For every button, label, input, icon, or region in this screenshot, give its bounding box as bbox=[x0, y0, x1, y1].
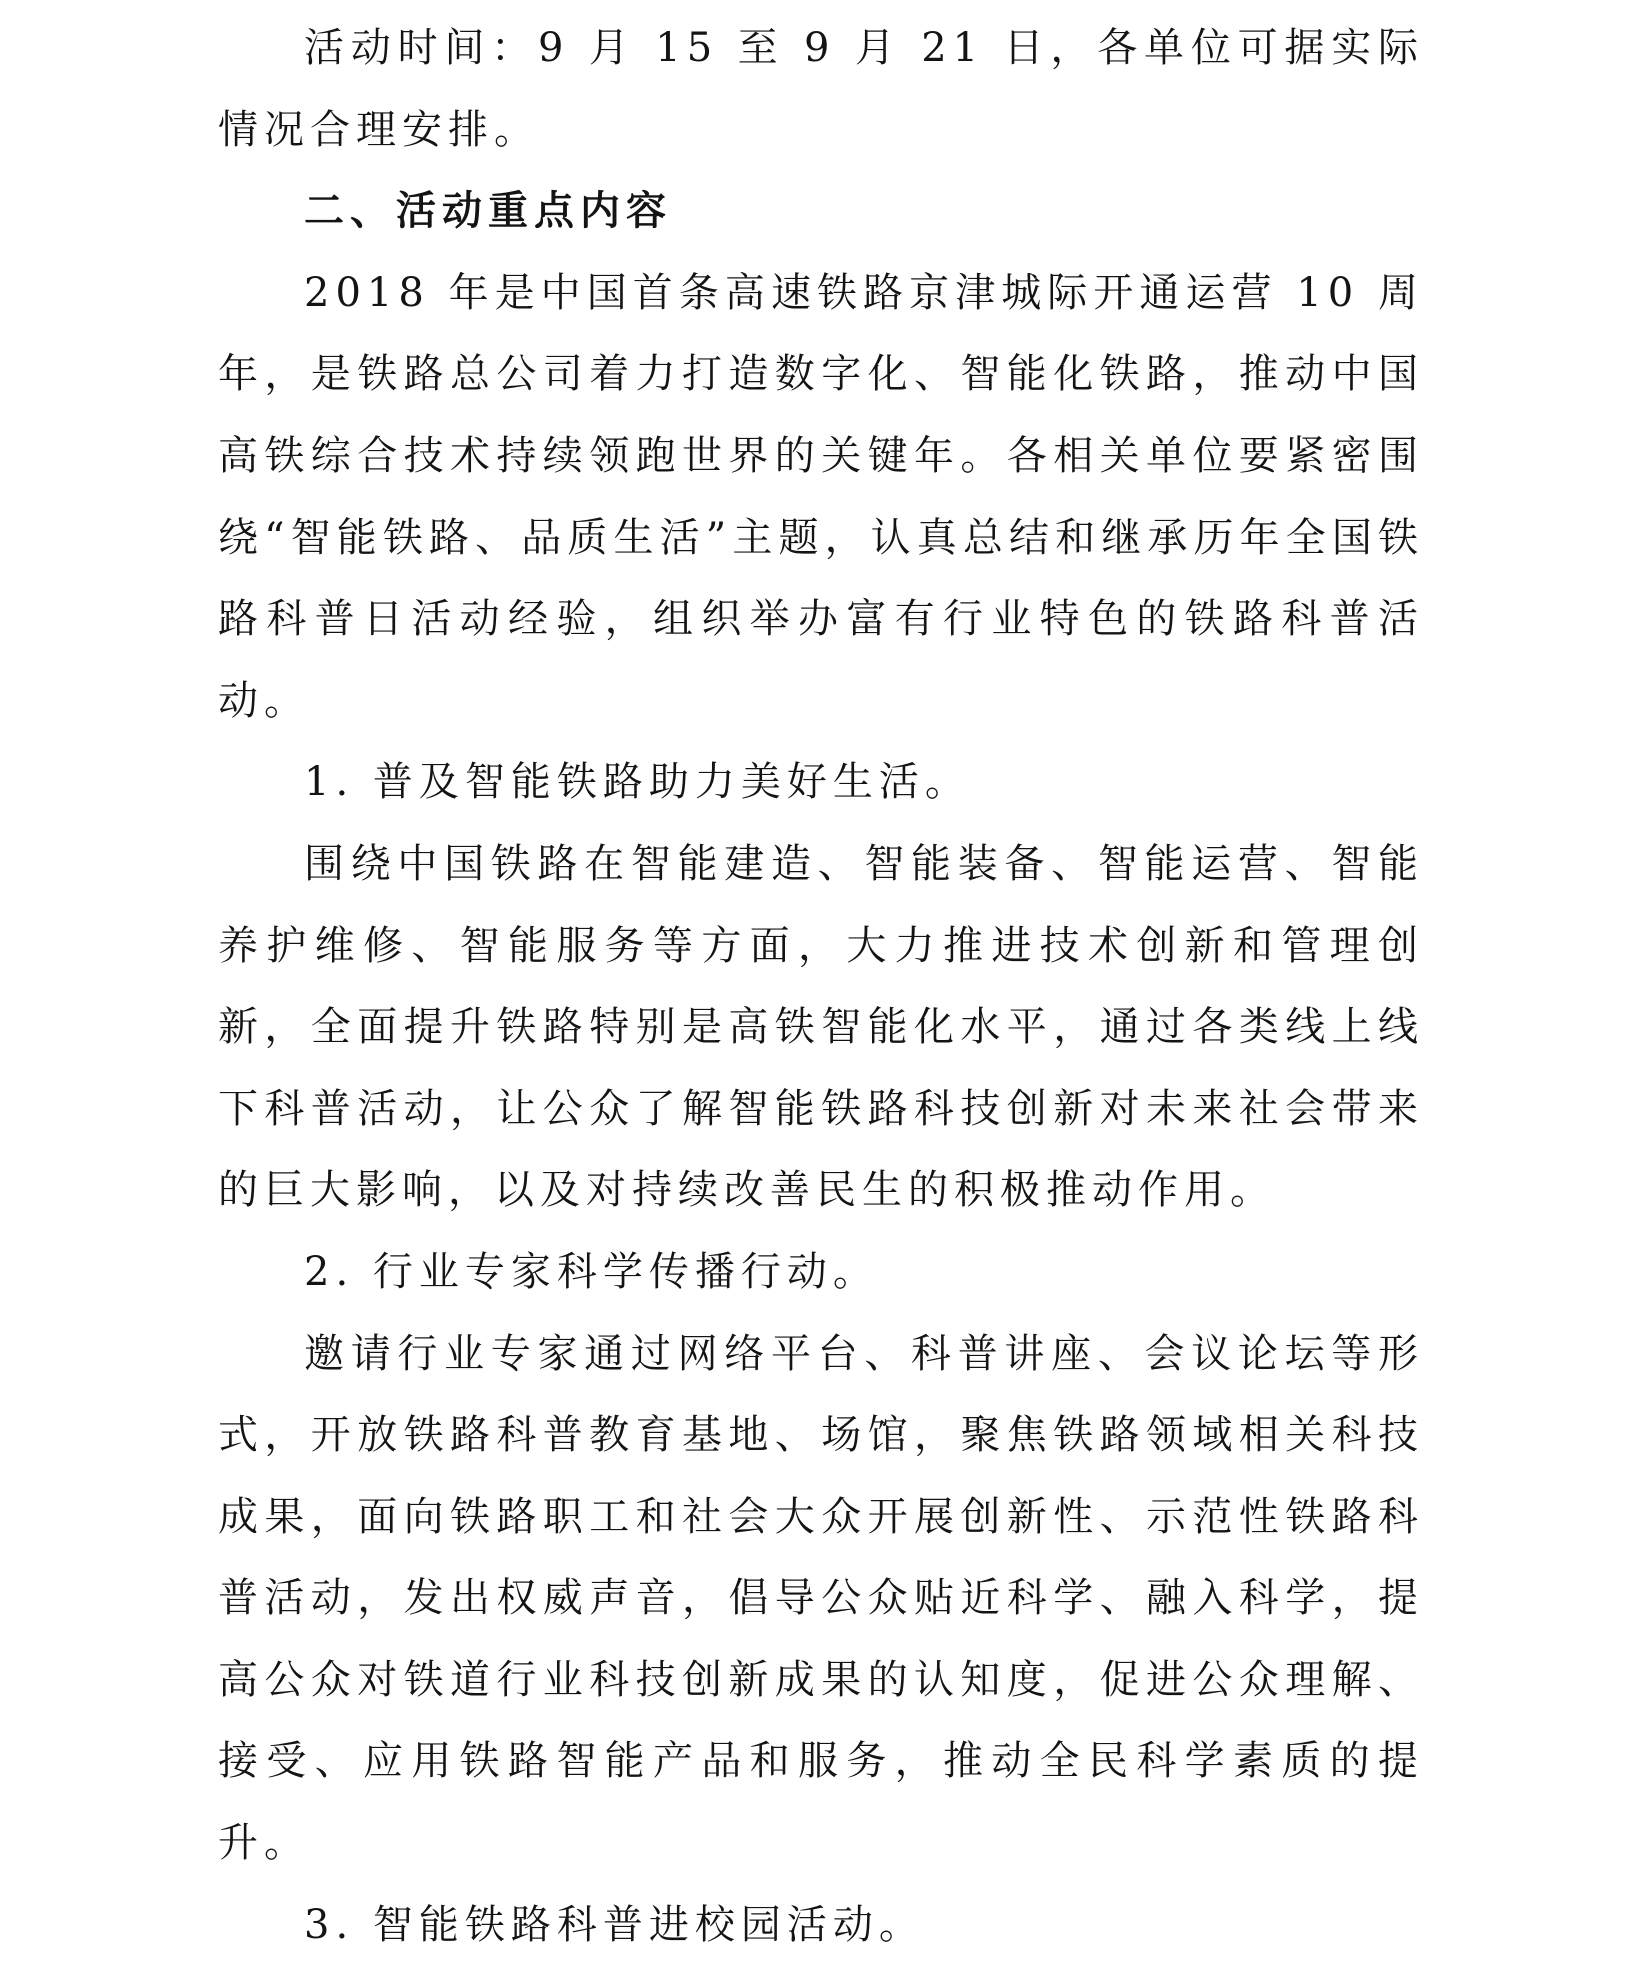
document-body bbox=[218, 8, 1424, 1966]
list-item-1-body: 围绕中国铁路在智能建造、智能装备、智能运营、智能养护维修、智能服务等方面，大力推进技术创新和管理创新，全面提升铁路特别是高铁智能化水平，通过各类线上线下科普活动，让公众了解智能铁路科技创新对未来社会带来的巨大影响，以及对持续改善民生的积极推动作用。 bbox=[218, 840, 1424, 1214]
list-item-2-title: 2. 行业专家科学传播行动。 bbox=[304, 1248, 879, 1295]
list-item-3-title: 3. 智能铁路科普进校园活动。 bbox=[304, 1901, 925, 1948]
list-item-2-body: 邀请行业专家通过网络平台、科普讲座、会议论坛等形式，开放铁路科普教育基地、场馆，聚焦铁路领域相关科技成果，面向铁路职工和社会大众开展创新性、示范性铁路科普活动，发出权威声音，倡导公众贴近科学、融入科学，提高公众对铁道行业科技创新成果的认知度，促进公众理解、接受、应用铁路智能产品和服务，推动全民科学素质的提升。 bbox=[218, 1330, 1424, 1867]
list-item-1-title: 1. 普及智能铁路助力美好生活。 bbox=[304, 759, 971, 806]
paragraph-intro: 2018 年是中国首条高速铁路京津城际开通运营 10 周年，是铁路总公司着力打造数字化、智能化铁路，推动中国高铁综合技术持续领跑世界的关键年。各相关单位要紧密围绕“智能铁路、品质生活”主题，认真总结和继承历年全国铁路科普日活动经验，组织举办富有行业特色的铁路科普活动。 bbox=[218, 269, 1424, 724]
section-heading: 二、活动重点内容 bbox=[304, 188, 672, 235]
paragraph-activity-time: 活动时间：9 月 15 至 9 月 21 日，各单位可据实际情况合理安排。 bbox=[218, 25, 1424, 153]
